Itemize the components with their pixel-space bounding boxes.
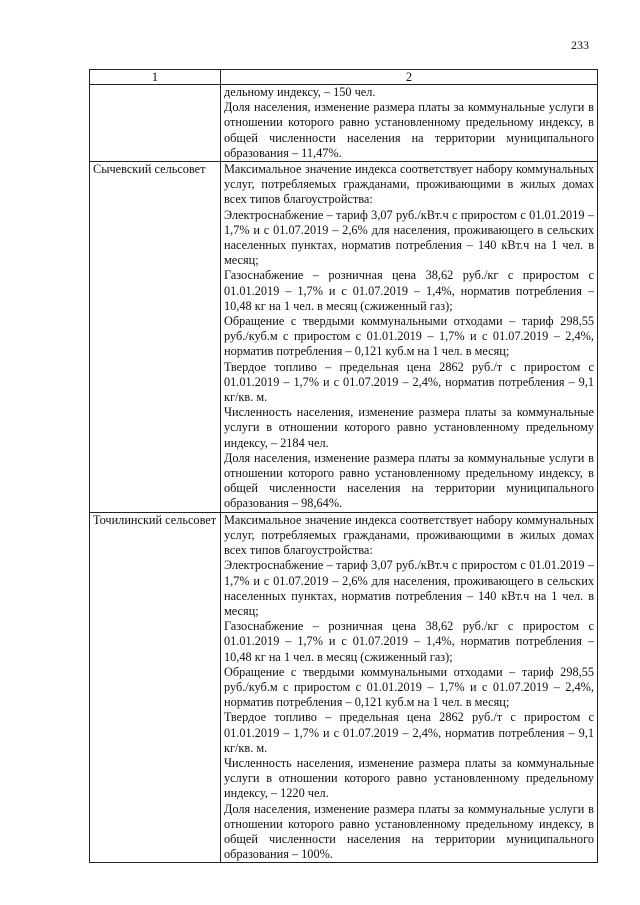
paragraph: дельному индексу, – 150 чел. — [224, 85, 376, 99]
table-row — [90, 512, 598, 863]
indices-table — [89, 69, 598, 863]
paragraph: Максимальное значение индекса соответствует набору коммунальных услуг, потребляемых гражданами, проживающими в жилых домах всех типов благоустройства: — [224, 512, 594, 558]
paragraph: Газоснабжение – розничная цена 38,62 руб./кг с приростом с 01.01.2019 – 1,7% и с 01.07.2019 – 1,4%, норматив потребления – 10,48 кг на 1 чел. в месяц (сжиженный газ); — [224, 268, 594, 313]
description-cell — [221, 85, 598, 162]
description-cell — [221, 512, 598, 863]
table-row — [90, 162, 598, 513]
paragraph: Доля населения, изменение размера платы за коммунальные услуги в отношении которого равно установленному предельному индексу, в общей численности населения на территории муниципального образования – 11,47%. — [224, 100, 594, 160]
page-number: 233 — [571, 38, 589, 52]
entity-cell — [90, 85, 221, 162]
column-header: 2 — [221, 70, 598, 85]
paragraph: Максимальное значение индекса соответствует набору коммунальных услуг, потребляемых гражданами, проживающими в жилых домах всех типов благоустройства: — [224, 162, 594, 207]
paragraph: Твердое топливо – предельная цена 2862 руб./т с приростом с 01.01.2019 – 1,7% и с 01.07.2019 – 2,4%, норматив потребления – 9,1 кг/кв. м. — [224, 710, 594, 755]
entity-cell: Точилинский сельсовет — [90, 512, 221, 863]
paragraph: Электроснабжение – тариф 3,07 руб./кВт.ч с приростом с 01.01.2019 – 1,7% и с 01.07.2019 – 2,6% для населения, проживающего в сельских населенных пунктах, норматив потребления – 140 кВт.ч на 1 чел. в месяц; — [224, 207, 594, 268]
paragraph: Численность населения, изменение размера платы за коммунальные услуги в отношении которого равно установленному предельному индексу, – 2184 чел. — [224, 405, 594, 450]
table-header-row — [90, 70, 598, 85]
table-row — [90, 85, 598, 162]
entity-cell: Сычевский сельсовет — [90, 162, 221, 513]
paragraph: Газоснабжение – розничная цена 38,62 руб./кг с приростом с 01.01.2019 – 1,7% и с 01.07.2019 – 1,4%, норматив потребления – 10,48 кг на 1 чел. в месяц (сжиженный газ); — [224, 619, 594, 664]
paragraph: Доля населения, изменение размера платы за коммунальные услуги в отношении которого равно установленному предельному индексу, в общей численности населения на территории муниципального образования – 98,64%. — [224, 450, 594, 511]
description-cell — [221, 162, 598, 513]
paragraph: Твердое топливо – предельная цена 2862 руб./т с приростом с 01.01.2019 – 1,7% и с 01.07.2019 – 2,4%, норматив потребления – 9,1 кг/кв. м. — [224, 359, 594, 405]
paragraph: Обращение с твердыми коммунальными отходами – тариф 298,55 руб./куб.м с приростом с 01.01.2019 – 1,7% и с 01.07.2019 – 2,4%, норматив потребления – 0,121 куб.м на 1 чел. в месяц; — [224, 664, 594, 710]
column-header: 1 — [90, 70, 221, 85]
paragraph: Обращение с твердыми коммунальными отходами – тариф 298,55 руб./куб.м с приростом с 01.01.2019 – 1,7% и с 01.07.2019 – 2,4%, норматив потребления – 0,121 куб.м на 1 чел. в месяц; — [224, 314, 594, 359]
paragraph: Численность населения, изменение размера платы за коммунальные услуги в отношении которого равно установленному предельному индексу, – 1220 чел. — [224, 755, 594, 801]
paragraph: Электроснабжение – тариф 3,07 руб./кВт.ч с приростом с 01.01.2019 – 1,7% и с 01.07.2019 – 2,6% для населения, проживающего в сельских населенных пунктах, норматив потребления – 140 кВт.ч на 1 чел. в месяц; — [224, 558, 594, 618]
paragraph: Доля населения, изменение размера платы за коммунальные услуги в отношении которого равно установленному предельному индексу, в общей численности населения на территории муниципального образования – 100%. — [224, 801, 594, 862]
